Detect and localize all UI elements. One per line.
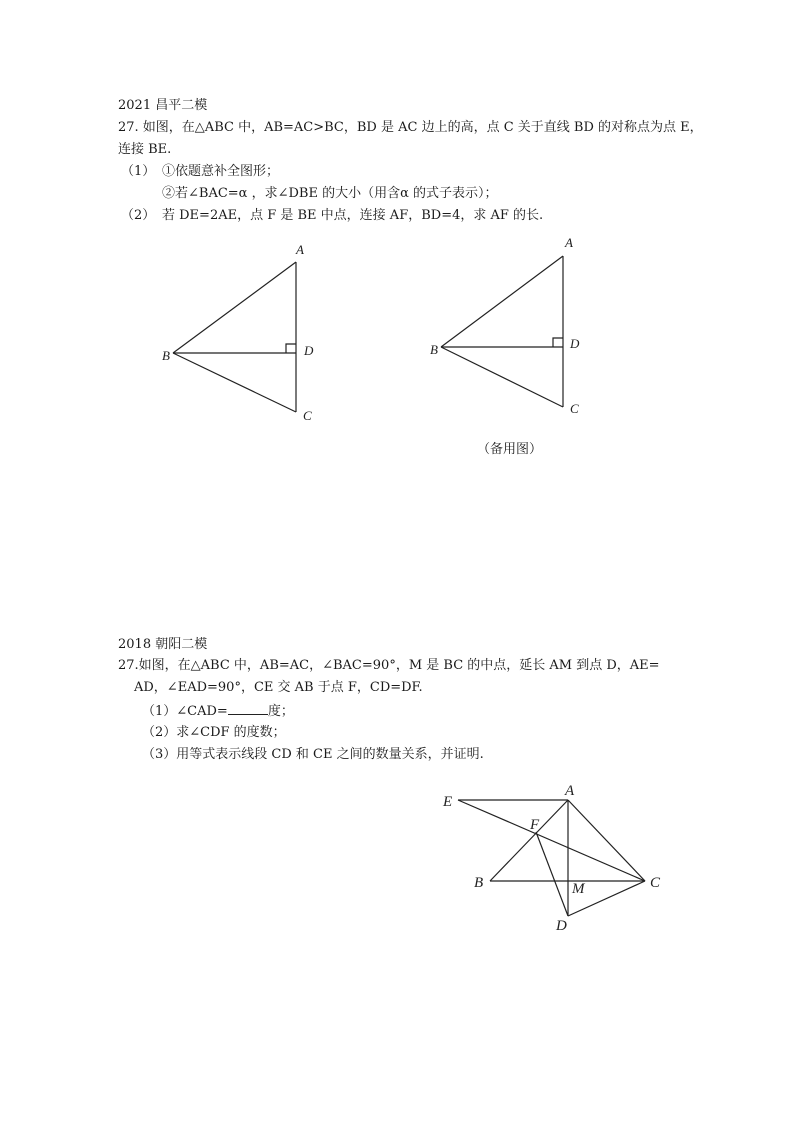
problem1-q2: 若 DE=2AE，点 F 是 BE 中点，连接 AF，BD=4，求 AF 的长.: [162, 208, 544, 223]
problem2-statement-line1: 27.如图，在△ABC 中，AB=AC，∠BAC=90°，M 是 BC 的中点，延长 AM 到点 D，AE=: [118, 658, 660, 673]
figure3-label-f: F: [530, 817, 540, 833]
figure3-lines: [458, 800, 645, 916]
figure2-caption: （备用图）: [477, 442, 543, 457]
figure3-label-e: E: [443, 794, 453, 810]
problem2-source: 2018 朝阳二模: [118, 637, 208, 652]
problem1-q1-number: （1）: [121, 164, 156, 179]
figure3-label-d: D: [556, 918, 567, 934]
problem1-statement-line2: 连接 BE.: [118, 142, 172, 157]
figure2-label-b: B: [430, 342, 438, 357]
problem2-q2: （2）求∠CDF 的度数；: [142, 725, 286, 740]
problem2-q3: （3）用等式表示线段 CD 和 CE 之间的数量关系，并证明.: [142, 747, 484, 762]
figure2-label-a: A: [565, 235, 573, 250]
figure1-label-d: D: [304, 343, 314, 358]
problem2-q1-prefix: （1）∠CAD=: [142, 704, 228, 719]
problem1-q2-number: （2）: [121, 208, 156, 223]
problem1-q1-part-a: ①依题意补全图形；: [162, 164, 280, 179]
figure2-label-d: D: [570, 336, 580, 351]
problem2-statement-line2: AD，∠EAD=90°，CE 交 AB 于点 F，CD=DF.: [134, 680, 423, 695]
figure1-label-a: A: [296, 242, 304, 257]
figure3-label-m: M: [572, 881, 585, 897]
problem1-source: 2021 昌平二模: [118, 98, 208, 113]
figure2-label-c: C: [570, 401, 579, 416]
figure3-label-a: A: [565, 783, 575, 799]
problem1-q1-part-b: ②若∠BAC=α ，求∠DBE 的大小（用含α 的式子表示）；: [162, 186, 498, 201]
figure3-label-c: C: [650, 875, 661, 891]
figure1-label-c: C: [303, 408, 312, 423]
figure1-label-b: B: [162, 348, 170, 363]
problem2-q1-suffix: 度；: [267, 704, 294, 719]
problem1-statement-line1: 27. 如图，在△ABC 中，AB=AC>BC，BD 是 AC 边上的高，点 C 关于直线 BD 的对称点为点 E，: [118, 120, 703, 135]
figure3-label-b: B: [474, 875, 484, 891]
